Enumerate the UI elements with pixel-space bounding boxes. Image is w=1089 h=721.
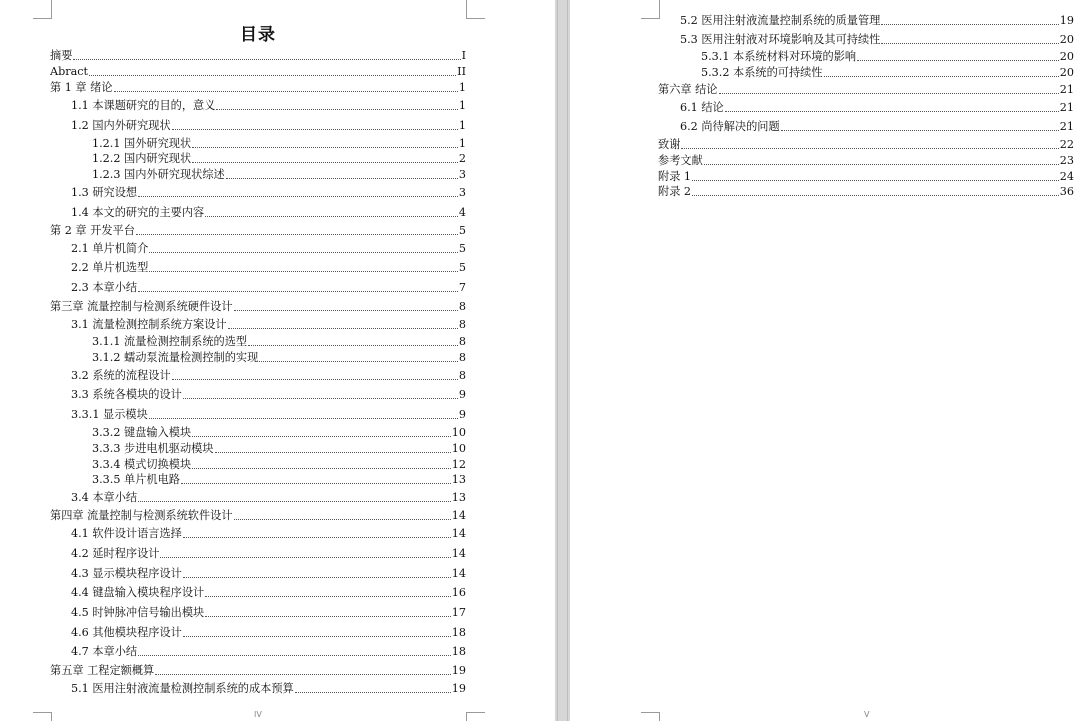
toc-entry-label: 参考文献 <box>658 154 703 167</box>
toc-entry[interactable] <box>71 406 466 422</box>
dot-leader <box>160 557 450 558</box>
toc-entry[interactable] <box>71 279 466 295</box>
toc-entry[interactable] <box>92 440 466 456</box>
toc-entry-label: 3.3.5 单片机电路 <box>92 473 180 486</box>
dot-leader <box>192 468 451 469</box>
toc-entry[interactable] <box>658 81 1074 97</box>
dot-leader <box>73 59 460 60</box>
toc-entry[interactable] <box>71 604 466 620</box>
dot-leader <box>183 577 451 578</box>
toc-entry-page-number: 21 <box>1059 120 1074 133</box>
dot-leader <box>149 418 458 419</box>
toc-entry[interactable] <box>50 63 466 79</box>
toc-entry-page-number: 21 <box>1059 101 1074 114</box>
toc-entry-label: 1.2.1 国外研究现状 <box>92 137 192 150</box>
dot-leader <box>138 655 451 656</box>
toc-entry-label: 3.3.2 键盘输入模块 <box>92 426 192 439</box>
toc-entry-page-number: 5 <box>458 224 466 237</box>
toc-entry-label: 3.3.3 步进电机驱动模块 <box>92 442 214 455</box>
toc-entry[interactable] <box>71 565 466 581</box>
toc-entry-page-number: 19 <box>451 682 466 695</box>
toc-entry-page-number: I <box>461 49 466 62</box>
dot-leader <box>205 596 451 597</box>
toc-entry[interactable] <box>658 152 1074 168</box>
toc-entry[interactable] <box>92 150 466 166</box>
toc-entry-page-number: 20 <box>1059 33 1074 46</box>
toc-entry-page-number: 8 <box>458 300 466 313</box>
toc-entry-page-number: 7 <box>458 281 466 294</box>
toc-entry[interactable] <box>92 456 466 472</box>
dot-leader <box>881 43 1058 44</box>
toc-entry-page-number: 9 <box>458 388 466 401</box>
toc-entry-page-number: 14 <box>451 567 466 580</box>
toc-entry[interactable] <box>701 48 1074 64</box>
toc-entry-label: 第 1 章 绪论 <box>50 81 113 94</box>
toc-entry-page-number: 3 <box>458 186 466 199</box>
dot-leader <box>719 93 1059 94</box>
toc-entry-page-number: 23 <box>1059 154 1074 167</box>
toc-entry-label: 第六章 结论 <box>658 83 718 96</box>
toc-entry-label: 5.3.1 本系统材料对环境的影响 <box>701 50 857 63</box>
dot-leader <box>149 271 458 272</box>
dot-leader <box>192 162 458 163</box>
toc-entry[interactable] <box>71 545 466 561</box>
toc-entry-label: 1.4 本文的研究的主要内容 <box>71 206 205 219</box>
dot-leader <box>138 291 458 292</box>
toc-entry-label: 5.2 医用注射液流量控制系统的质量管理 <box>680 14 881 27</box>
toc-entry-page-number: 1 <box>458 99 466 112</box>
toc-entry-label: 1.3 研究设想 <box>71 186 138 199</box>
toc-entry-label: 1.1 本课题研究的目的，意义 <box>71 99 216 112</box>
toc-entry-label: 附录 1 <box>658 170 692 183</box>
toc-entry[interactable] <box>71 525 466 541</box>
toc-entry-page-number: 21 <box>1059 83 1074 96</box>
toc-entry-label: 3.1 流量检测控制系统方案设计 <box>71 318 227 331</box>
toc-entry-label: 致谢 <box>658 138 681 151</box>
toc-entry-label: 5.3.2 本系统的可持续性 <box>701 66 823 79</box>
dot-leader <box>172 379 458 380</box>
dot-leader <box>138 196 458 197</box>
toc-entry[interactable] <box>680 118 1074 134</box>
dot-leader <box>725 111 1059 112</box>
toc-entry-label: 1.2.2 国内研究现状 <box>92 152 192 165</box>
toc-entry-page-number: 14 <box>451 509 466 522</box>
toc-entry-page-number: 14 <box>451 547 466 560</box>
dot-leader <box>234 310 458 311</box>
toc-entry-page-number: 18 <box>451 626 466 639</box>
toc-entry[interactable] <box>71 204 466 220</box>
page-gutter <box>555 0 570 721</box>
toc-entry[interactable] <box>71 117 466 133</box>
toc-entry-page-number: 3 <box>458 168 466 181</box>
dot-leader <box>881 24 1058 25</box>
page-number-footer: IV <box>254 710 262 719</box>
toc-entry-page-number: 19 <box>451 664 466 677</box>
toc-entry[interactable] <box>71 240 466 256</box>
toc-entry-label: 1.2 国内外研究现状 <box>71 119 171 132</box>
toc-entry-page-number: 36 <box>1059 185 1074 198</box>
toc-entry-label: 3.4 本章小结 <box>71 491 138 504</box>
toc-entry-page-number: 4 <box>458 206 466 219</box>
toc-entry-label: 3.3.4 模式切换模块 <box>92 458 192 471</box>
toc-entry-page-number: 1 <box>458 81 466 94</box>
toc-entry[interactable] <box>701 64 1074 80</box>
toc-entry-page-number: 14 <box>451 527 466 540</box>
dot-leader <box>205 616 451 617</box>
dot-leader <box>781 130 1059 131</box>
toc-entry-page-number: 5 <box>458 261 466 274</box>
toc-entry-label: 3.1.2 蠕动泵流量检测控制的实现 <box>92 351 259 364</box>
toc-entry-page-number: 19 <box>1059 14 1074 27</box>
toc-entry-label: 6.2 尚待解决的问题 <box>680 120 780 133</box>
toc-entry-page-number: 24 <box>1059 170 1074 183</box>
toc-entry[interactable] <box>92 135 466 151</box>
crop-mark <box>466 712 485 721</box>
toc-entry-label: 4.4 键盘输入模块程序设计 <box>71 586 205 599</box>
dot-leader <box>234 519 451 520</box>
toc-entry[interactable] <box>71 386 466 402</box>
toc-entry-label: 第四章 流量控制与检测系统软件设计 <box>50 509 233 522</box>
toc-entry-page-number: 10 <box>451 426 466 439</box>
toc-entry[interactable] <box>92 166 466 182</box>
toc-entry-page-number: 2 <box>458 152 466 165</box>
dot-leader <box>215 452 451 453</box>
toc-entry[interactable] <box>92 424 466 440</box>
toc-entry-page-number: 1 <box>458 119 466 132</box>
crop-mark <box>33 0 52 19</box>
toc-entry[interactable] <box>92 349 466 365</box>
toc-entry[interactable] <box>50 507 466 523</box>
dot-leader <box>216 109 457 110</box>
toc-entry[interactable] <box>50 222 466 238</box>
toc-entry[interactable] <box>71 184 466 200</box>
dot-leader <box>857 60 1059 61</box>
toc-entry[interactable] <box>71 316 466 332</box>
toc-entry-page-number: 8 <box>458 318 466 331</box>
toc-entry-page-number: 5 <box>458 242 466 255</box>
toc-entry-label: 4.1 软件设计语言选择 <box>71 527 182 540</box>
toc-entry-label: 4.2 延时程序设计 <box>71 547 160 560</box>
toc-entry-label: 5.3 医用注射液对环境影响及其可持续性 <box>680 33 881 46</box>
toc-entry-label: 第三章 流量控制与检测系统硬件设计 <box>50 300 233 313</box>
dot-leader <box>704 164 1059 165</box>
toc-entry-label: 2.1 单片机简介 <box>71 242 149 255</box>
toc-entry-page-number: 9 <box>458 408 466 421</box>
toc-entry-page-number: 13 <box>451 491 466 504</box>
toc-entry-page-number: 22 <box>1059 138 1074 151</box>
toc-entry-label: 第 2 章 开发平台 <box>50 224 135 237</box>
toc-entry[interactable] <box>71 624 466 640</box>
toc-entry[interactable] <box>658 183 1074 199</box>
dot-leader <box>155 674 451 675</box>
toc-entry[interactable] <box>658 136 1074 152</box>
toc-entry[interactable] <box>50 298 466 314</box>
dot-leader <box>192 147 458 148</box>
toc-entry[interactable] <box>50 47 466 63</box>
toc-entry-label: 摘要 <box>50 49 73 62</box>
toc-entry-page-number: II <box>457 65 466 78</box>
toc-entry-label: 第五章 工程定额概算 <box>50 664 155 677</box>
toc-entry-label: 3.3 系统各模块的设计 <box>71 388 182 401</box>
dot-leader <box>172 129 458 130</box>
dot-leader <box>824 76 1059 77</box>
dot-leader <box>183 537 451 538</box>
dot-leader <box>205 216 458 217</box>
dot-leader <box>692 180 1059 181</box>
dot-leader <box>192 436 451 437</box>
toc-entry-label: 6.1 结论 <box>680 101 724 114</box>
toc-entry[interactable] <box>680 31 1074 47</box>
toc-entry-page-number: 8 <box>458 369 466 382</box>
toc-entry-page-number: 13 <box>451 473 466 486</box>
crop-mark <box>641 0 660 19</box>
toc-entry-label: Abract <box>50 65 89 78</box>
toc-entry-page-number: 8 <box>458 351 466 364</box>
dot-leader <box>692 195 1059 196</box>
toc-entry[interactable] <box>50 79 466 95</box>
document-page-right <box>570 0 1089 721</box>
toc-entry[interactable] <box>71 680 466 696</box>
dot-leader <box>295 692 451 693</box>
toc-title: 目录 <box>240 25 276 45</box>
toc-entry-label: 4.3 显示模块程序设计 <box>71 567 182 580</box>
toc-entry[interactable] <box>92 333 466 349</box>
toc-entry-page-number: 16 <box>451 586 466 599</box>
toc-entry-page-number: 20 <box>1059 66 1074 79</box>
toc-entry[interactable] <box>71 643 466 659</box>
toc-entry-label: 5.1 医用注射液流量检测控制系统的成本预算 <box>71 682 294 695</box>
dot-leader <box>226 178 458 179</box>
crop-mark <box>466 0 485 19</box>
toc-entry-label: 3.3.1 显示模块 <box>71 408 148 421</box>
dot-leader <box>681 148 1058 149</box>
dot-leader <box>183 398 458 399</box>
dot-leader <box>136 234 458 235</box>
dot-leader <box>181 483 451 484</box>
toc-entry-label: 附录 2 <box>658 185 692 198</box>
crop-mark <box>33 712 52 721</box>
dot-leader <box>248 345 458 346</box>
toc-entry-label: 2.3 本章小结 <box>71 281 138 294</box>
dot-leader <box>114 91 458 92</box>
toc-entry-page-number: 20 <box>1059 50 1074 63</box>
toc-entry[interactable] <box>50 662 466 678</box>
toc-entry-label: 2.2 单片机选型 <box>71 261 149 274</box>
dot-leader <box>259 361 458 362</box>
page-number-footer: V <box>864 710 870 719</box>
toc-entry-page-number: 18 <box>451 645 466 658</box>
toc-entry[interactable] <box>71 367 466 383</box>
dot-leader <box>183 636 451 637</box>
toc-entry[interactable] <box>71 489 466 505</box>
toc-entry-page-number: 8 <box>458 335 466 348</box>
toc-entry[interactable] <box>680 99 1074 115</box>
toc-entry[interactable] <box>658 168 1074 184</box>
toc-entry-page-number: 17 <box>451 606 466 619</box>
crop-mark <box>641 712 660 721</box>
toc-entry-page-number: 1 <box>458 137 466 150</box>
toc-entry[interactable] <box>71 584 466 600</box>
toc-entry[interactable] <box>71 259 466 275</box>
toc-entry-label: 4.7 本章小结 <box>71 645 138 658</box>
toc-entry-label: 4.6 其他模块程序设计 <box>71 626 182 639</box>
dot-leader <box>228 328 458 329</box>
toc-entry-page-number: 10 <box>451 442 466 455</box>
toc-entry-label: 4.5 时钟脉冲信号输出模块 <box>71 606 205 619</box>
toc-entry-label: 1.2.3 国内外研究现状综述 <box>92 168 225 181</box>
toc-entry-page-number: 12 <box>451 458 466 471</box>
dot-leader <box>89 75 456 76</box>
toc-entry[interactable] <box>71 97 466 113</box>
dot-leader <box>149 252 458 253</box>
toc-entry[interactable] <box>680 12 1074 28</box>
toc-entry-label: 3.2 系统的流程设计 <box>71 369 171 382</box>
toc-entry[interactable] <box>92 471 466 487</box>
toc-entry-label: 3.1.1 流量检测控制系统的选型 <box>92 335 248 348</box>
dot-leader <box>138 501 451 502</box>
